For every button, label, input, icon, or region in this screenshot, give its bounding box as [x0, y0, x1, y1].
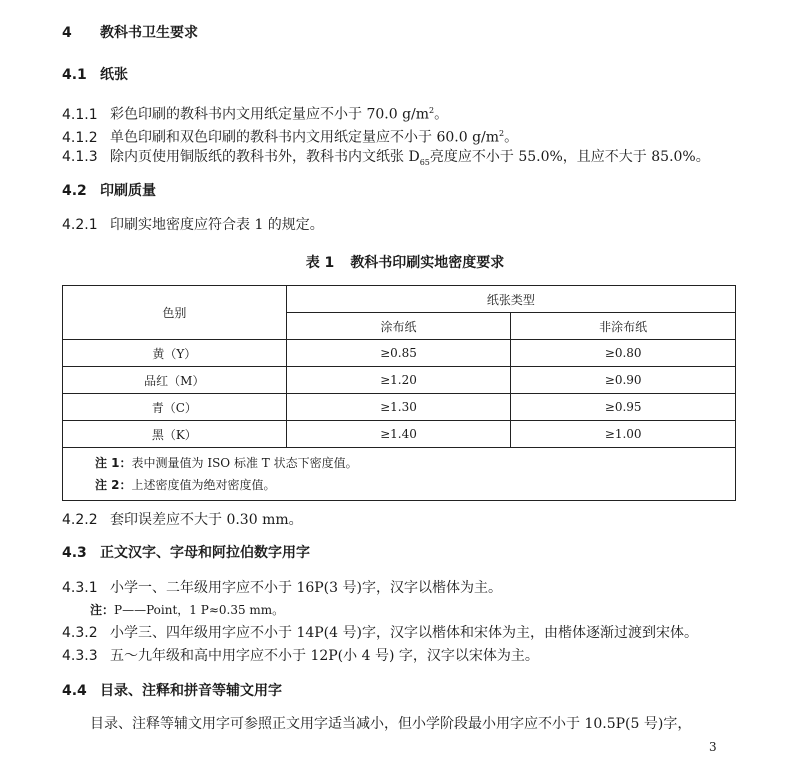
clause-text: 单色印刷和双色印刷的教科书内文用纸定量应不小于 60.0 g/m — [110, 129, 500, 146]
section-4-heading — [62, 24, 198, 42]
clause-number: 4.2.1 — [62, 217, 98, 233]
cell-color: 黑（K） — [63, 421, 287, 448]
clause-text: 彩色印刷的教科书内文用纸定量应不小于 70.0 g/m — [110, 106, 430, 123]
clause-text: 套印误差应不大于 0.30 mm。 — [110, 512, 303, 528]
table-caption-title: 教科书印刷实地密度要求 — [350, 255, 505, 271]
note-text: P——Point，1 P≈0.35 mm。 — [114, 603, 285, 617]
note-point — [90, 601, 284, 619]
clause-text: 小学三、四年级用字应不小于 14P(4 号)字，汉字以楷体和宋体为主，由楷体逐渐过渡到宋体。 — [110, 625, 698, 641]
clause-text-a: 除内页使用铜版纸的教科书外，教科书内文纸张 D — [110, 149, 420, 165]
section-4-1-heading — [62, 66, 128, 84]
clause-number: 4.1.3 — [62, 149, 98, 165]
clause-number: 4.3.1 — [62, 580, 98, 596]
table-note-2 — [95, 474, 735, 496]
table-row — [63, 367, 736, 394]
section-title: 纸张 — [100, 67, 128, 83]
clause-4-3-3 — [62, 647, 539, 665]
subscript: 65 — [419, 157, 430, 167]
section-title: 正文汉字、字母和阿拉伯数字用字 — [100, 545, 310, 561]
clause-text: 小学一、二年级用字应不小于 16P(3 号)字，汉字以楷体为主。 — [110, 580, 502, 596]
note-text: 上述密度值为绝对密度值。 — [131, 478, 276, 492]
section-number: 4.3 — [62, 545, 87, 561]
clause-4-2-2 — [62, 511, 303, 529]
superscript: 2 — [499, 129, 505, 138]
header-coated: 涂布纸 — [286, 313, 511, 340]
table-row — [63, 340, 736, 367]
clause-text: 五～九年级和高中用字应不小于 12P(小 4 号) 字，汉字以宋体为主。 — [110, 648, 539, 664]
clause-text-b: 亮度应不小于 55.0%，且应不大于 85.0%。 — [429, 149, 710, 165]
cell-uncoated: ≥0.95 — [511, 394, 736, 421]
cell-coated: ≥1.20 — [286, 367, 511, 394]
header-color: 色别 — [63, 286, 287, 340]
cell-coated: ≥1.30 — [286, 394, 511, 421]
table-row — [63, 394, 736, 421]
note-label: 注 2： — [95, 478, 132, 492]
table-caption — [0, 252, 810, 272]
header-uncoated: 非涂布纸 — [511, 313, 736, 340]
section-title: 教科书卫生要求 — [100, 25, 198, 41]
table-notes — [63, 448, 736, 501]
section-title: 目录、注释和拼音等辅文用字 — [100, 683, 282, 699]
clause-number: 4.2.2 — [62, 512, 98, 528]
clause-number: 4.1.1 — [62, 106, 98, 123]
header-paper-type: 纸张类型 — [286, 286, 735, 313]
section-number: 4.2 — [62, 183, 87, 199]
clause-4-3-1 — [62, 579, 502, 597]
clause-4-1-2 — [62, 125, 518, 147]
section-number: 4.4 — [62, 683, 87, 699]
section-4-3-heading — [62, 544, 310, 562]
cell-color: 品红（M） — [63, 367, 287, 394]
section-number: 4 — [62, 25, 72, 41]
table-caption-number: 表 1 — [305, 255, 335, 271]
density-table — [62, 285, 736, 501]
section-4-4-heading — [62, 682, 282, 700]
clause-text: 印刷实地密度应符合表 1 的规定。 — [110, 217, 324, 233]
clause-number: 4.3.2 — [62, 625, 98, 641]
cell-uncoated: ≥0.90 — [511, 367, 736, 394]
table-row — [63, 421, 736, 448]
clause-4-2-1 — [62, 216, 324, 234]
table-note-1 — [95, 452, 735, 474]
clause-number: 4.3.3 — [62, 648, 98, 664]
cell-color: 黄（Y） — [63, 340, 287, 367]
clause-4-1-3 — [62, 148, 710, 172]
cell-uncoated: ≥0.80 — [511, 340, 736, 367]
note-label: 注： — [90, 603, 115, 617]
cell-color: 青（C） — [63, 394, 287, 421]
section-title: 印刷质量 — [100, 183, 156, 199]
page-number: 3 — [709, 740, 717, 754]
clause-4-3-2 — [62, 624, 698, 642]
note-text: 表中测量值为 ISO 标准 T 状态下密度值。 — [131, 456, 358, 470]
section-4-2-heading — [62, 182, 156, 200]
cell-uncoated: ≥1.00 — [511, 421, 736, 448]
clause-4-1-1 — [62, 102, 448, 124]
note-label: 注 1： — [95, 456, 132, 470]
clause-end: 。 — [434, 106, 449, 123]
clause-end: 。 — [504, 129, 519, 146]
section-number: 4.1 — [62, 67, 87, 83]
superscript: 2 — [429, 106, 435, 115]
cell-coated: ≥1.40 — [286, 421, 511, 448]
paragraph-4-4: 目录、注释等辅文用字可参照正文用字适当减小，但小学阶段最小用字应不小于 10.5P(5 号)字， — [90, 716, 692, 732]
cell-coated: ≥0.85 — [286, 340, 511, 367]
clause-number: 4.1.2 — [62, 129, 98, 146]
